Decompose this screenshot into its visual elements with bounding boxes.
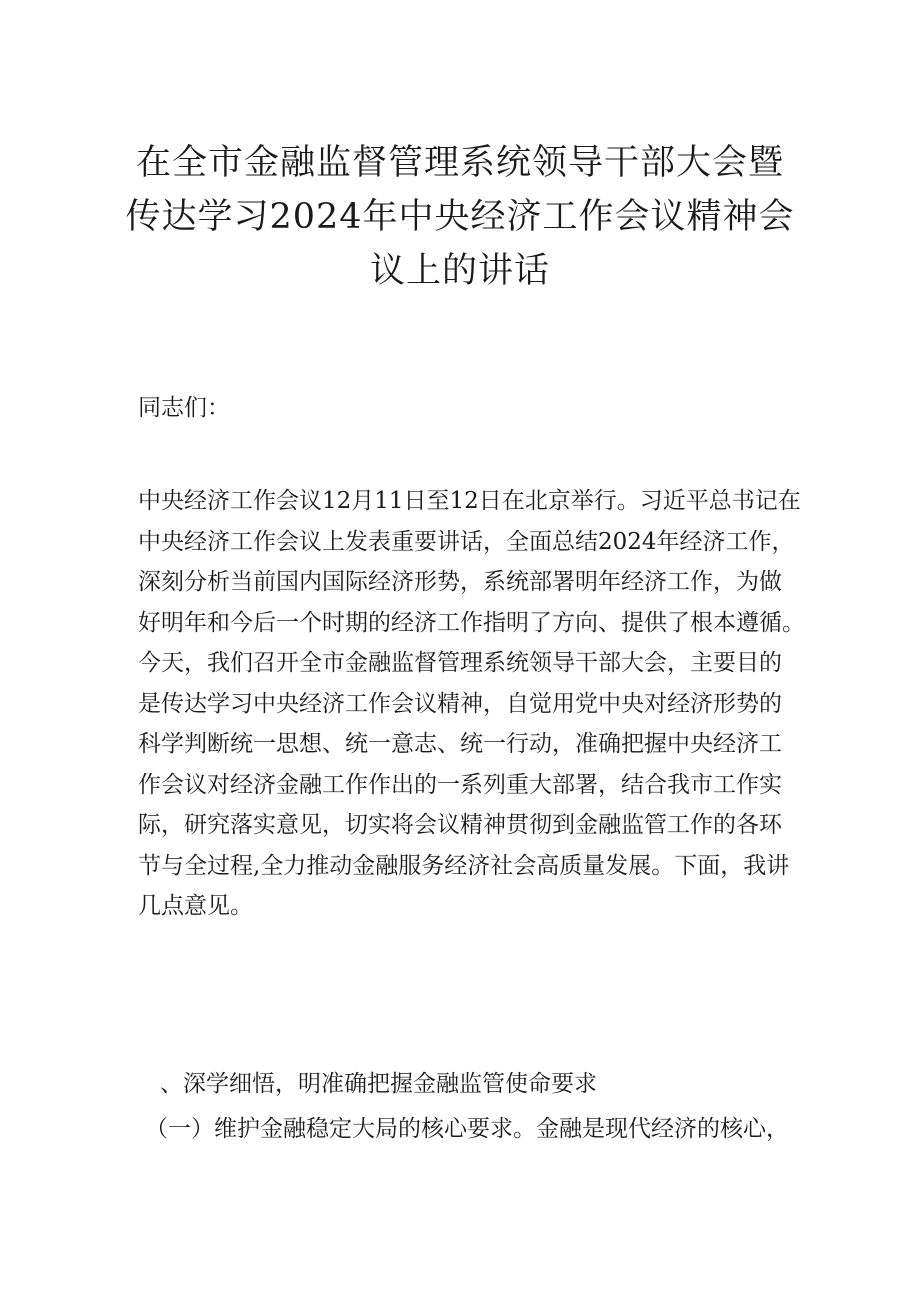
paragraph-line: 作会议对经济金融工作作出的一系列重大部署，结合我市工作实 bbox=[138, 771, 782, 798]
paragraph-line: 是传达学习中央经济工作会议精神，自觉用党中央对经济形势的 bbox=[138, 690, 782, 717]
salutation: 同志们： bbox=[138, 395, 230, 421]
paragraph-line: 节与全过程,全力推动金融服务经济社会高质量发展。下面，我讲 bbox=[138, 852, 790, 879]
title-line-1: 在全市金融监督管理系统领导干部大会暨 bbox=[135, 143, 784, 183]
paragraph-line: 中央经济工作会议12月11日至12日在北京举行。习近平总书记在 bbox=[138, 488, 801, 514]
title-line-2: 传达学习2024年中央经济工作会议精神会 bbox=[125, 197, 795, 237]
body-paragraph bbox=[138, 481, 808, 927]
paragraph-line: 今天，我们召开全市金融监督管理系统领导干部大会，主要目的 bbox=[138, 650, 782, 676]
document-title bbox=[100, 136, 820, 298]
title-line-3: 议上的讲话 bbox=[369, 251, 550, 291]
paragraph-line: 科学判断统一思想、统一意志、统一行动，准确把握中央经济工 bbox=[138, 731, 782, 757]
paragraph-line: 好明年和今后一个时期的经济工作指明了方向、提供了根本遵循。 bbox=[138, 609, 805, 636]
paragraph-line: 际，研究落实意见，切实将会议精神贯彻到金融监管工作的各环 bbox=[138, 812, 782, 838]
paragraph-line: 深刻分析当前国内国际经济形势，系统部署明年经济工作，为做 bbox=[138, 569, 782, 595]
section-heading: 、深学细悟，明准确把握金融监管使命要求 bbox=[160, 1071, 597, 1097]
paragraph-line: 中央经济工作会议上发表重要讲话，全面总结2024年经济工作， bbox=[138, 528, 795, 555]
paragraph-line: 几点意见。 bbox=[138, 893, 253, 919]
subsection-line: （一）维护金融稳定大局的核心要求。金融是现代经济的核心， bbox=[145, 1116, 789, 1142]
